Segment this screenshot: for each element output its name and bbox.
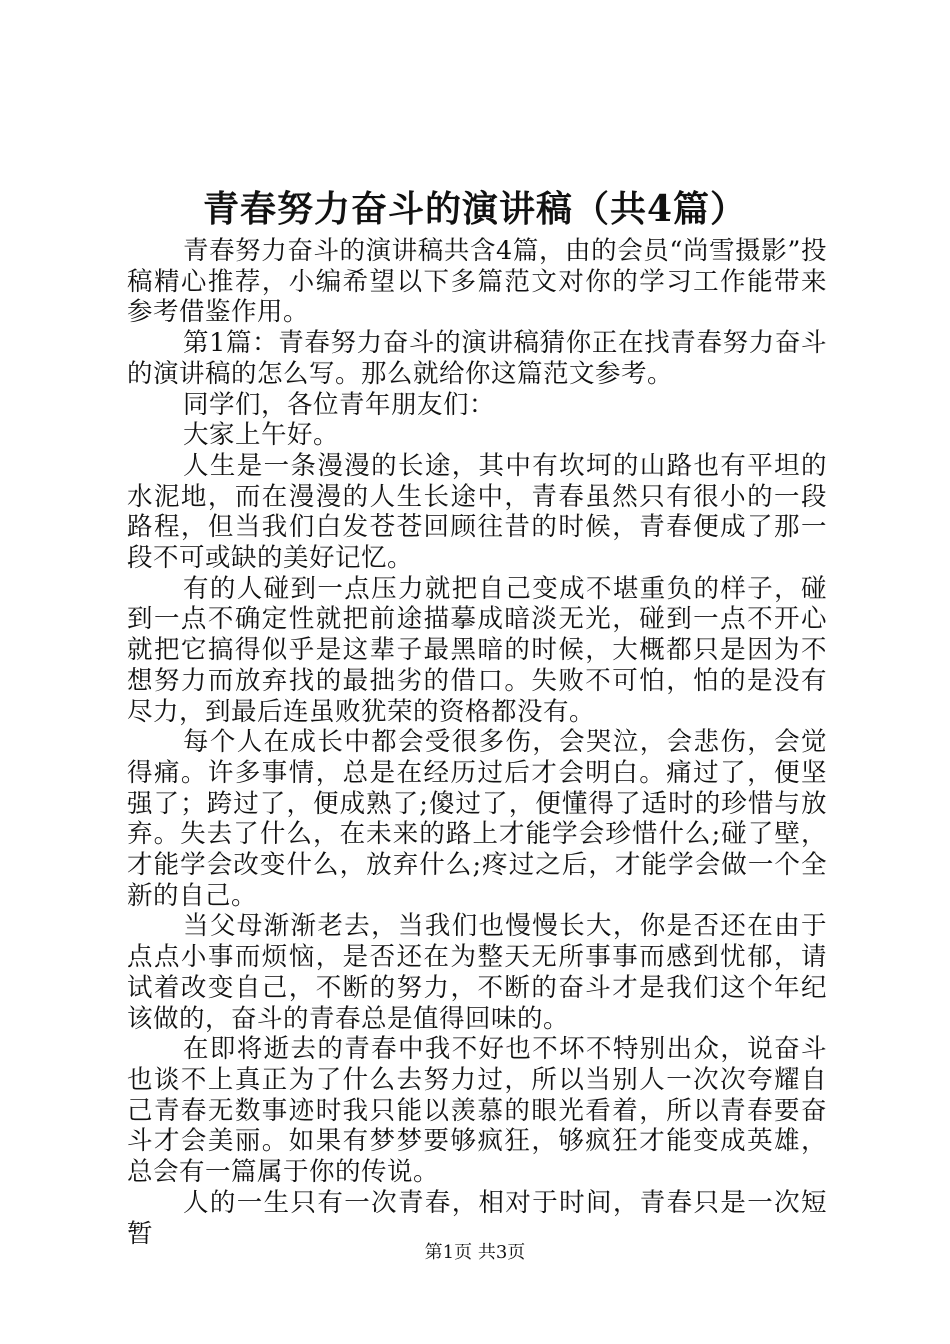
- paragraph: 第1篇：青春努力奋斗的演讲稿猜你正在找青春努力奋斗的演讲稿的怎么写。那么就给你这篇范文参考。: [127, 328, 827, 389]
- paragraph: 人生是一条漫漫的长途，其中有坎坷的山路也有平坦的水泥地，而在漫漫的人生长途中，青春虽然只有很小的一段路程，但当我们白发苍苍回顾往昔的时候，青春便成了那一段不可或缺的美好记忆。: [127, 450, 827, 574]
- paragraph: 人的一生只有一次青春，相对于时间，青春只是一次短暂: [127, 1187, 827, 1249]
- paragraph: 同学们，各位青年朋友们：: [183, 389, 496, 420]
- paragraph: 当父母渐渐老去，当我们也慢慢长大，你是否还在由于点点小事而烦恼，是否还在为整天无所事事而感到忧郁，请试着改变自己，不断的努力，不断的奋斗才是我们这个年纪该做的，奋斗的青春总是值得回味的。: [127, 911, 827, 1034]
- paragraph: 青春努力奋斗的演讲稿共含4篇，由的会员“尚雪摄影”投稿精心推荐，小编希望以下多篇范文对你的学习工作能带来参考借鉴作用。: [127, 236, 827, 328]
- paragraph: 有的人碰到一点压力就把自己变成不堪重负的样子，碰到一点不确定性就把前途描摹成暗淡无光，碰到一点不开心就把它搞得似乎是这辈子最黑暗的时候，大概都只是因为不想努力而放弃找的最拙劣的借口。失败不可怕，怕的是没有尽力，到最后连虽败犹荣的资格都没有。: [127, 573, 827, 727]
- paragraph: 在即将逝去的青春中我不好也不坏不特别出众，说奋斗也谈不上真正为了什么去努力过，所以当别人一次次夸耀自己青春无数事迹时我只能以羡慕的眼光看着，所以青春要奋斗才会美丽。如果有梦梦要够疯狂，够疯狂才能变成英雄，总会有一篇属于你的传说。: [127, 1034, 827, 1188]
- paragraph: 每个人在成长中都会受很多伤，会哭泣，会悲伤，会觉得痛。许多事情，总是在经历过后才会明白。痛过了，便坚强了；跨过了，便成熟了;傻过了，便懂得了适时的珍惜与放弃。失去了什么，在未来的路上才能学会珍惜什么;碰了壁，才能学会改变什么，放弃什么;疼过之后，才能学会做一个全新的自己。: [127, 727, 827, 911]
- page-footer: 第1页 共3页: [424, 1242, 526, 1263]
- page-title: 青春努力奋斗的演讲稿（共4篇）: [202, 188, 748, 230]
- paragraph: 大家上午好。: [183, 420, 340, 451]
- document-body: [127, 236, 827, 1249]
